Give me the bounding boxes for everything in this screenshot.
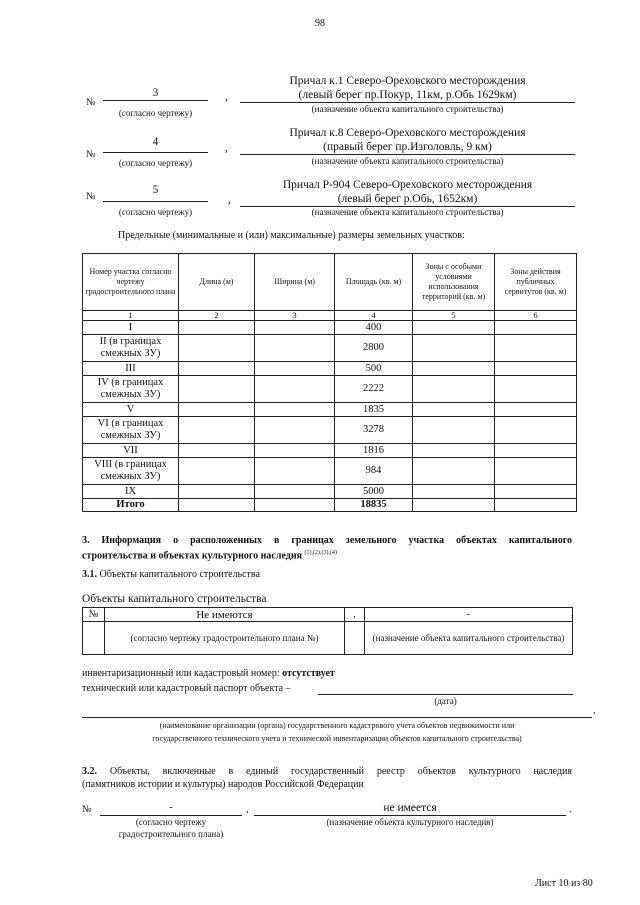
column-number: 5 [413, 311, 495, 321]
date-caption: (дата) [434, 696, 457, 706]
number-sign: № [86, 191, 96, 202]
object-purpose-line2: (левый берег р.Обь, 1652км) [240, 192, 575, 207]
table-row [83, 362, 577, 376]
column-number: 6 [495, 311, 577, 321]
column-number: 2 [179, 311, 255, 321]
object-number-caption: (согласно чертежу) [118, 108, 193, 118]
plot-number: V [83, 403, 179, 417]
object-number: 3 [103, 86, 208, 101]
subsection-text: Объекты, включенные в единый государственный реестр объектов культурного наследия [109, 766, 573, 777]
plot-area: 1816 [335, 444, 413, 458]
footnote-markers: (1),(2),(3),(4) [304, 550, 337, 556]
organization-field [82, 705, 592, 718]
subsection-number: 3.1. [82, 569, 97, 580]
plot-number: VII [83, 444, 179, 458]
section3-title-line1: 3. Информация о расположенных в границах земельного участка объектах капитального [82, 535, 572, 546]
number-sign: № [83, 608, 105, 622]
capital-object-purpose: - [365, 608, 573, 622]
object-purpose-line2: (левый берег пр.Покур, 11км, р.Обь 1629км) [240, 88, 575, 103]
table-row [83, 458, 577, 485]
subsection-3-2-line1 [82, 766, 572, 777]
plot-number: VI (в границах смежных ЗУ) [83, 417, 179, 444]
capital-objects-table [82, 607, 573, 655]
table-row [83, 444, 577, 458]
subsection-3-2-line2: (памятников истории и культуры) народов Российской Федерации [82, 779, 364, 790]
plot-number: III [83, 362, 179, 376]
subsection-3-1 [82, 569, 260, 580]
number-sign: № [82, 804, 92, 815]
section3-title-text: строительства и объектах культурного наследия [82, 550, 303, 562]
subsection-title: Объекты капитального строительства [99, 569, 260, 580]
separator: , [571, 607, 574, 619]
separator: , [225, 91, 228, 103]
sizes-heading: Предельные (минимальные и (или) максимальные) размеры земельных участков: [118, 230, 465, 241]
object-purpose-caption: (назначение объекта капитального строительства) [311, 156, 504, 166]
table-row [83, 417, 577, 444]
column-number: 4 [335, 311, 413, 321]
column-header: Зоны действия публичных сервитутов (кв. м) [495, 254, 577, 311]
capital-object-caption: (согласно чертежу градостроительного плана №) [105, 622, 345, 655]
passport-label: технический или кадастровый паспорт объекта – [82, 683, 291, 694]
column-header: Длина (м) [179, 254, 255, 311]
heritage-value: не имеется [254, 801, 566, 816]
number-sign: № [86, 149, 96, 160]
column-header: Ширина (м) [255, 254, 335, 311]
page-number: 98 [315, 18, 325, 29]
separator: , [345, 608, 365, 622]
land-areas-table [82, 253, 577, 512]
table-row [83, 608, 573, 622]
heritage-purpose-caption: (назначение объекта культурного наследия) [326, 817, 494, 827]
capital-objects-label: Объекты капитального строительства [82, 593, 267, 605]
plot-number: IV (в границах смежных ЗУ) [83, 376, 179, 403]
object-number: 5 [103, 183, 208, 202]
object-purpose-caption: (назначение объекта капитального строительства) [311, 207, 504, 217]
capital-object-value: Не имеются [105, 608, 345, 622]
heritage-number-caption-line2: градостроительного плана) [118, 829, 224, 839]
period: . [569, 804, 572, 815]
separator: , [246, 804, 249, 815]
section3-title-line2 [82, 548, 337, 561]
table-row [83, 403, 577, 417]
plot-number: IX [83, 485, 179, 499]
table-row [83, 485, 577, 499]
plot-area: 2222 [335, 376, 413, 403]
object-number: 4 [103, 135, 208, 153]
organization-caption-line2: государственного технического учета и технической инвентаризации объектов капитального строительства) [152, 734, 522, 743]
column-number-row [83, 311, 577, 321]
separator: , [228, 194, 231, 206]
object-purpose-line1: Причал к.8 Северо-Ореховского месторождения [289, 127, 526, 139]
table-row [83, 321, 577, 335]
column-number: 3 [255, 311, 335, 321]
plot-number: I [83, 321, 179, 335]
table-row [83, 335, 577, 362]
passport-field [318, 680, 573, 695]
plot-area: 984 [335, 458, 413, 485]
subsection-number: 3.2. [82, 766, 97, 777]
separator: , [225, 142, 228, 154]
column-header: Номер участка согласно чертежу градостроительного плана [83, 254, 179, 311]
total-label: Итого [83, 499, 179, 512]
object-purpose-line2: (правый берег пр.Изголовль, 9 км) [240, 140, 575, 155]
plot-area: 400 [335, 321, 413, 335]
table-row [83, 622, 573, 655]
heritage-number: - [100, 802, 242, 816]
sheet-number: Лист 10 из 80 [535, 878, 593, 889]
table-header-row [83, 254, 577, 311]
plot-area: 5000 [335, 485, 413, 499]
column-number: 1 [83, 311, 179, 321]
separator: , [593, 705, 596, 716]
number-sign: № [86, 97, 96, 108]
object-number-caption: (согласно чертежу) [118, 207, 193, 217]
plot-area: 3278 [335, 417, 413, 444]
object-purpose-line1: Причал к.1 Северо-Ореховского месторождения [289, 75, 526, 87]
plot-area: 500 [335, 362, 413, 376]
object-purpose-caption: (назначение объекта капитального строительства) [311, 104, 504, 114]
plot-area: 2800 [335, 335, 413, 362]
inventory-label: инвентаризационный или кадастровый номер: [82, 668, 280, 679]
plot-number: II (в границах смежных ЗУ) [83, 335, 179, 362]
object-purpose-line1: Причал Р-904 Северо-Ореховского месторождения [282, 179, 533, 191]
inventory-number [82, 668, 335, 679]
table-row [83, 376, 577, 403]
plot-number: VIII (в границах смежных ЗУ) [83, 458, 179, 485]
plot-area: 1835 [335, 403, 413, 417]
total-area: 18835 [335, 499, 413, 512]
organization-caption-line1: (наименование организации (органа) государственного кадастрового учета объектов недвижимости или [159, 721, 515, 730]
capital-object-purpose-caption: (назначение объекта капитального строительства) [365, 622, 573, 655]
inventory-value: отсутствует [282, 668, 335, 679]
total-row [83, 499, 577, 512]
heritage-number-caption-line1: (согласно чертежу [135, 817, 207, 827]
column-header: Площадь (кв. м) [335, 254, 413, 311]
object-number-caption: (согласно чертежу) [118, 158, 193, 168]
column-header: Зоны с особыми условиями использования территорий (кв. м) [413, 254, 495, 311]
